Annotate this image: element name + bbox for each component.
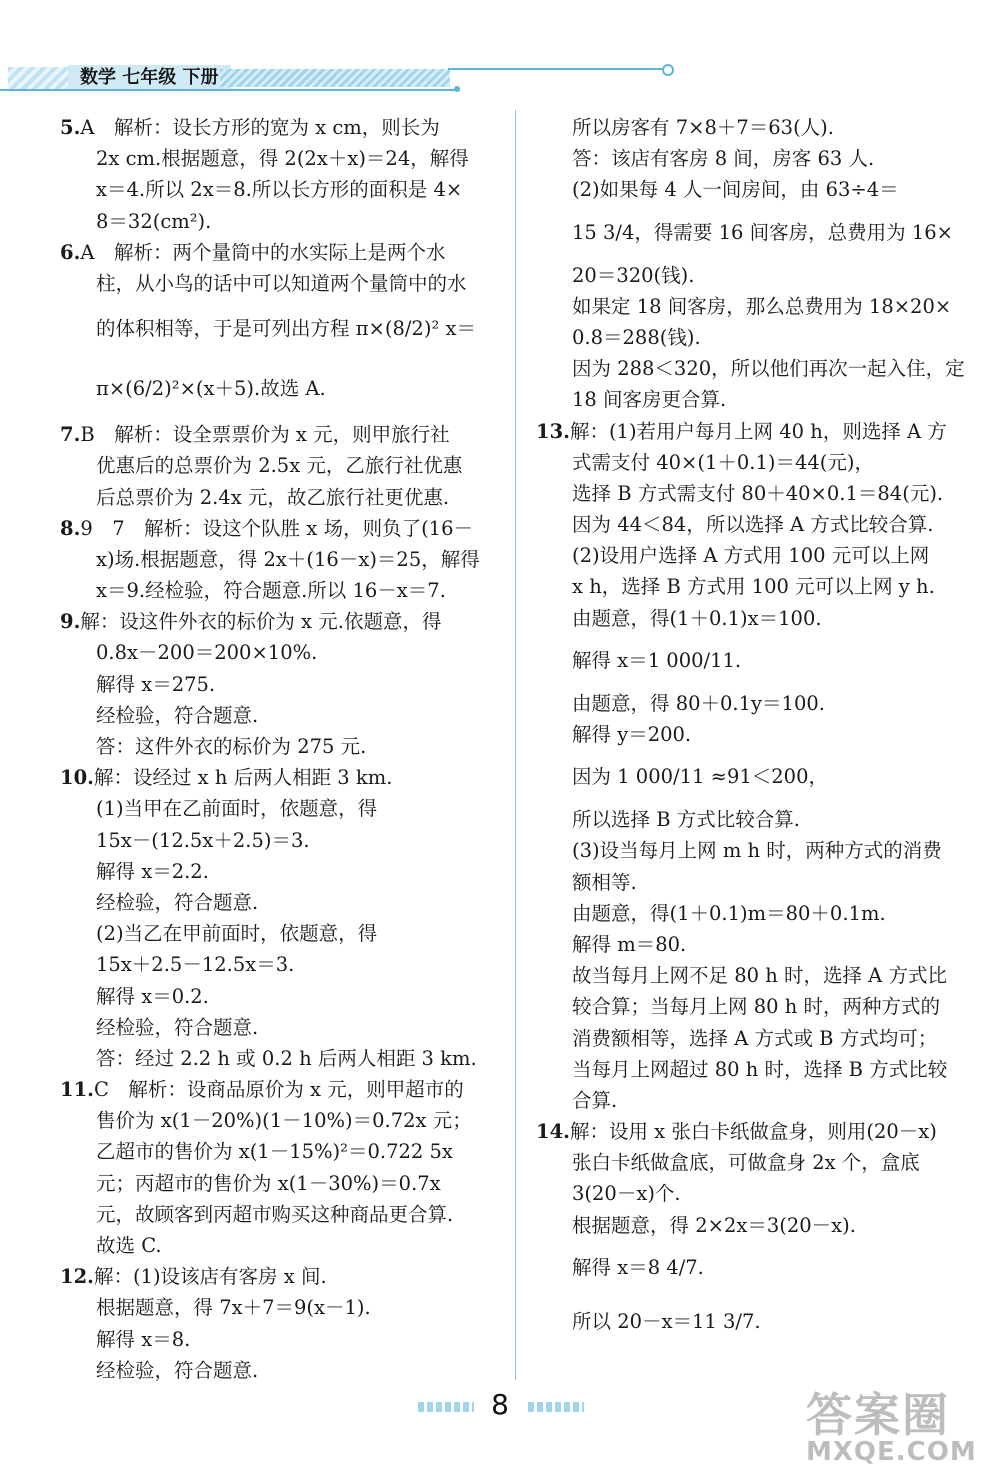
answer-line: 式需支付 40×(1＋0.1)＝44(元)， xyxy=(572,450,875,474)
answer-line: (2)设用户选择 A 方式用 100 元可以上网 xyxy=(572,544,930,568)
answer-line: 解得 x＝1 000/11. xyxy=(572,648,742,672)
line-text: A 解析：设长方形的宽为 x cm，则长为 xyxy=(80,116,440,139)
answer-line xyxy=(536,416,956,447)
line-text: 解：设用 x 张白卡纸做盒身，则用(20－x) xyxy=(569,1120,937,1144)
answer-line: 解得 x＝8 4/7. xyxy=(572,1255,704,1279)
answer-line: 15x＋2.5－12.5x＝3. xyxy=(96,953,295,977)
question-number: 6. xyxy=(60,240,81,264)
answer-line: 解得 x＝8. xyxy=(96,1327,191,1351)
line-text: A 解析：两个量筒中的水实际上是两个水 xyxy=(80,240,446,264)
answer-line: 如果定 18 间客房，那么总费用为 18×20× xyxy=(572,294,952,318)
answer-line: (1)当甲在乙前面时，依题意，得 xyxy=(96,797,378,821)
column-divider xyxy=(515,110,516,1380)
answer-line xyxy=(60,1261,500,1292)
line-text: B 解析：设全票票价为 x 元，则甲旅行社 xyxy=(80,423,450,447)
line-text: 解：(1)若用户每月上网 40 h，则选择 A 方 xyxy=(569,419,947,443)
watermark-text: 答案圈 xyxy=(806,1388,950,1442)
answer-line: π×(6/2)²×(x＋5).故选 A. xyxy=(96,377,326,401)
line-text: 9 7 解析：设这个队胜 x 场，则负了(16－ xyxy=(80,516,473,540)
answer-line xyxy=(60,606,500,637)
answer-line: 售价为 x(1－20%)(1－10%)＝0.72x 元； xyxy=(96,1109,472,1133)
header-decoration-left xyxy=(8,67,68,89)
answer-line: 由题意，得 80＋0.1y＝100. xyxy=(572,691,825,715)
page-number: 8 xyxy=(491,1388,509,1421)
answer-line xyxy=(60,513,500,544)
answer-line xyxy=(536,1116,956,1147)
footer-decoration-right xyxy=(528,1402,584,1412)
answer-line xyxy=(60,112,500,143)
answer-line: 故当每月上网不足 80 h 时，选择 A 方式比 xyxy=(572,964,947,988)
answer-line: 所以选择 B 方式比较合算. xyxy=(572,808,800,832)
answer-line: 优惠后的总票价为 2.5x 元，乙旅行社优惠 xyxy=(96,454,463,478)
answer-line: 元；丙超市的售价为 x(1－30%)＝0.7x xyxy=(96,1171,441,1195)
question-number: 9. xyxy=(60,610,81,634)
line-text: C 解析：设商品原价为 x 元，则甲超市的 xyxy=(93,1078,464,1102)
question-number: 11. xyxy=(60,1078,94,1102)
answer-line: 所以 20－x＝11 3/7. xyxy=(572,1309,761,1333)
answer-line: 解得 y＝200. xyxy=(572,723,692,746)
answer-line: 后总票价为 2.4x 元，故乙旅行社更优惠. xyxy=(96,485,450,509)
header-rule xyxy=(0,89,460,91)
answer-line: 0.8＝288(钱). xyxy=(572,325,701,349)
answer-line: 8＝32(cm²). xyxy=(96,209,212,233)
answer-line: 所以房客有 7×8＋7＝63(人). xyxy=(572,116,834,139)
answer-line: 消费额相等，选择 A 方式或 B 方式均可； xyxy=(572,1026,938,1050)
answer-line: 解得 x＝2.2. xyxy=(96,859,209,883)
answer-line: 经检验，符合题意. xyxy=(96,703,259,727)
answer-line: x h，选择 B 方式用 100 元可以上网 y h. xyxy=(572,575,935,599)
answer-line: 因为 44＜84，所以选择 A 方式比较合算. xyxy=(572,513,934,537)
book-title: 数学 七年级 下册 xyxy=(68,65,231,91)
left-column xyxy=(60,112,500,1386)
answer-line: 由题意，得(1＋0.1)x＝100. xyxy=(572,606,822,630)
answer-line: 故选 C. xyxy=(96,1234,162,1257)
answer-line: x＝4.所以 2x＝8.所以长方形的面积是 4× xyxy=(96,178,463,202)
footer-decoration-left xyxy=(418,1402,474,1412)
answer-line: 柱，从小鸟的话中可以知道两个量筒中的水 xyxy=(96,271,467,295)
question-number: 10. xyxy=(60,766,94,790)
header-dot-icon xyxy=(662,64,674,76)
answer-line: 根据题意，得 7x＋7＝9(x－1). xyxy=(96,1296,371,1320)
answer-line: 答：经过 2.2 h 或 0.2 h 后两人相距 3 km. xyxy=(96,1046,477,1070)
question-number: 8. xyxy=(60,516,81,540)
answer-line: 选择 B 方式需支付 80＋40×0.1＝84(元). xyxy=(572,481,944,505)
answer-line: 的体积相等，于是可列出方程 π×(8/2)² x＝ xyxy=(96,317,476,341)
answer-line: 额相等. xyxy=(572,870,637,894)
answer-line: (2)当乙在甲前面时，依题意，得 xyxy=(96,922,378,946)
answer-line: 张白卡纸做盒底，可做盒身 2x 个，盒底 xyxy=(572,1151,920,1175)
header-rule-upper xyxy=(448,68,668,70)
question-number: 7. xyxy=(60,423,81,447)
answer-line: 18 间客房更合算. xyxy=(572,388,727,412)
answer-line: 15 3/4，得需要 16 间客房，总费用为 16× xyxy=(572,220,953,244)
line-text: 解：设经过 x h 后两人相距 3 km. xyxy=(93,766,393,790)
answer-line xyxy=(60,1074,500,1105)
answer-line: 合算. xyxy=(572,1088,618,1112)
line-text: 解：(1)设该店有客房 x 间. xyxy=(93,1265,327,1289)
answer-line: x)场.根据题意，得 2x＋(16－x)＝25，解得 xyxy=(96,547,480,571)
answer-line: 2x cm.根据题意，得 2(2x＋x)＝24，解得 xyxy=(96,147,469,171)
answer-line: 0.8x－200＝200×10%. xyxy=(96,641,318,665)
answer-line: x＝9.经检验，符合题意.所以 16－x＝7. xyxy=(96,579,446,603)
watermark-logo xyxy=(806,1388,986,1470)
answer-line: 因为 1 000/11 ≈91＜200， xyxy=(572,765,828,789)
answer-line: 较合算；当每月上网 80 h 时，两种方式的 xyxy=(572,995,940,1019)
answer-line: (2)如果每 4 人一间房间，由 63÷4＝ xyxy=(572,178,899,202)
answer-line: 解得 m＝80. xyxy=(572,932,687,956)
answer-line: 答：该店有客房 8 间，房客 63 人. xyxy=(572,147,875,171)
question-number: 5. xyxy=(60,116,81,139)
answer-line: 解得 x＝0.2. xyxy=(96,984,209,1008)
question-number: 14. xyxy=(536,1120,570,1144)
answer-line xyxy=(60,419,500,450)
answer-line xyxy=(60,762,500,793)
watermark-url: MXQE.COM xyxy=(806,1437,977,1467)
answer-line: 答：这件外衣的标价为 275 元. xyxy=(96,735,367,758)
answer-line: 经检验，符合题意. xyxy=(96,1015,259,1039)
answer-line xyxy=(60,237,500,268)
question-number: 12. xyxy=(60,1265,94,1289)
answer-line: 15x－(12.5x＋2.5)＝3. xyxy=(96,828,310,852)
answer-line: 解得 x＝275. xyxy=(96,672,216,696)
answer-line: 因为 288＜320，所以他们再次一起入住，定 xyxy=(572,357,965,381)
answer-line: (3)设当每月上网 m h 时，两种方式的消费 xyxy=(572,839,942,863)
answer-line: 元，故顾客到丙超市购买这种商品更合算. xyxy=(96,1202,454,1226)
page-header xyxy=(0,58,1000,98)
answer-line: 当每月上网超过 80 h 时，选择 B 方式比较 xyxy=(572,1057,948,1081)
answer-line: 乙超市的售价为 x(1－15%)²＝0.722 5x xyxy=(96,1140,453,1164)
answer-line: 3(20－x)个. xyxy=(572,1182,681,1206)
answer-line: 根据题意，得 2×2x＝3(20－x). xyxy=(572,1213,856,1237)
answer-line: 20＝320(钱). xyxy=(572,263,695,287)
right-column xyxy=(536,112,965,1349)
answer-line: 经检验，符合题意. xyxy=(96,890,259,914)
line-text: 解：设这件外衣的标价为 x 元.依题意，得 xyxy=(80,610,442,634)
answer-line: 由题意，得(1＋0.1)m＝80＋0.1m. xyxy=(572,901,886,925)
answer-line: 经检验，符合题意. xyxy=(96,1358,259,1382)
question-number: 13. xyxy=(536,419,570,443)
header-dot-small-icon xyxy=(454,86,460,92)
header-decoration-band xyxy=(220,69,450,87)
